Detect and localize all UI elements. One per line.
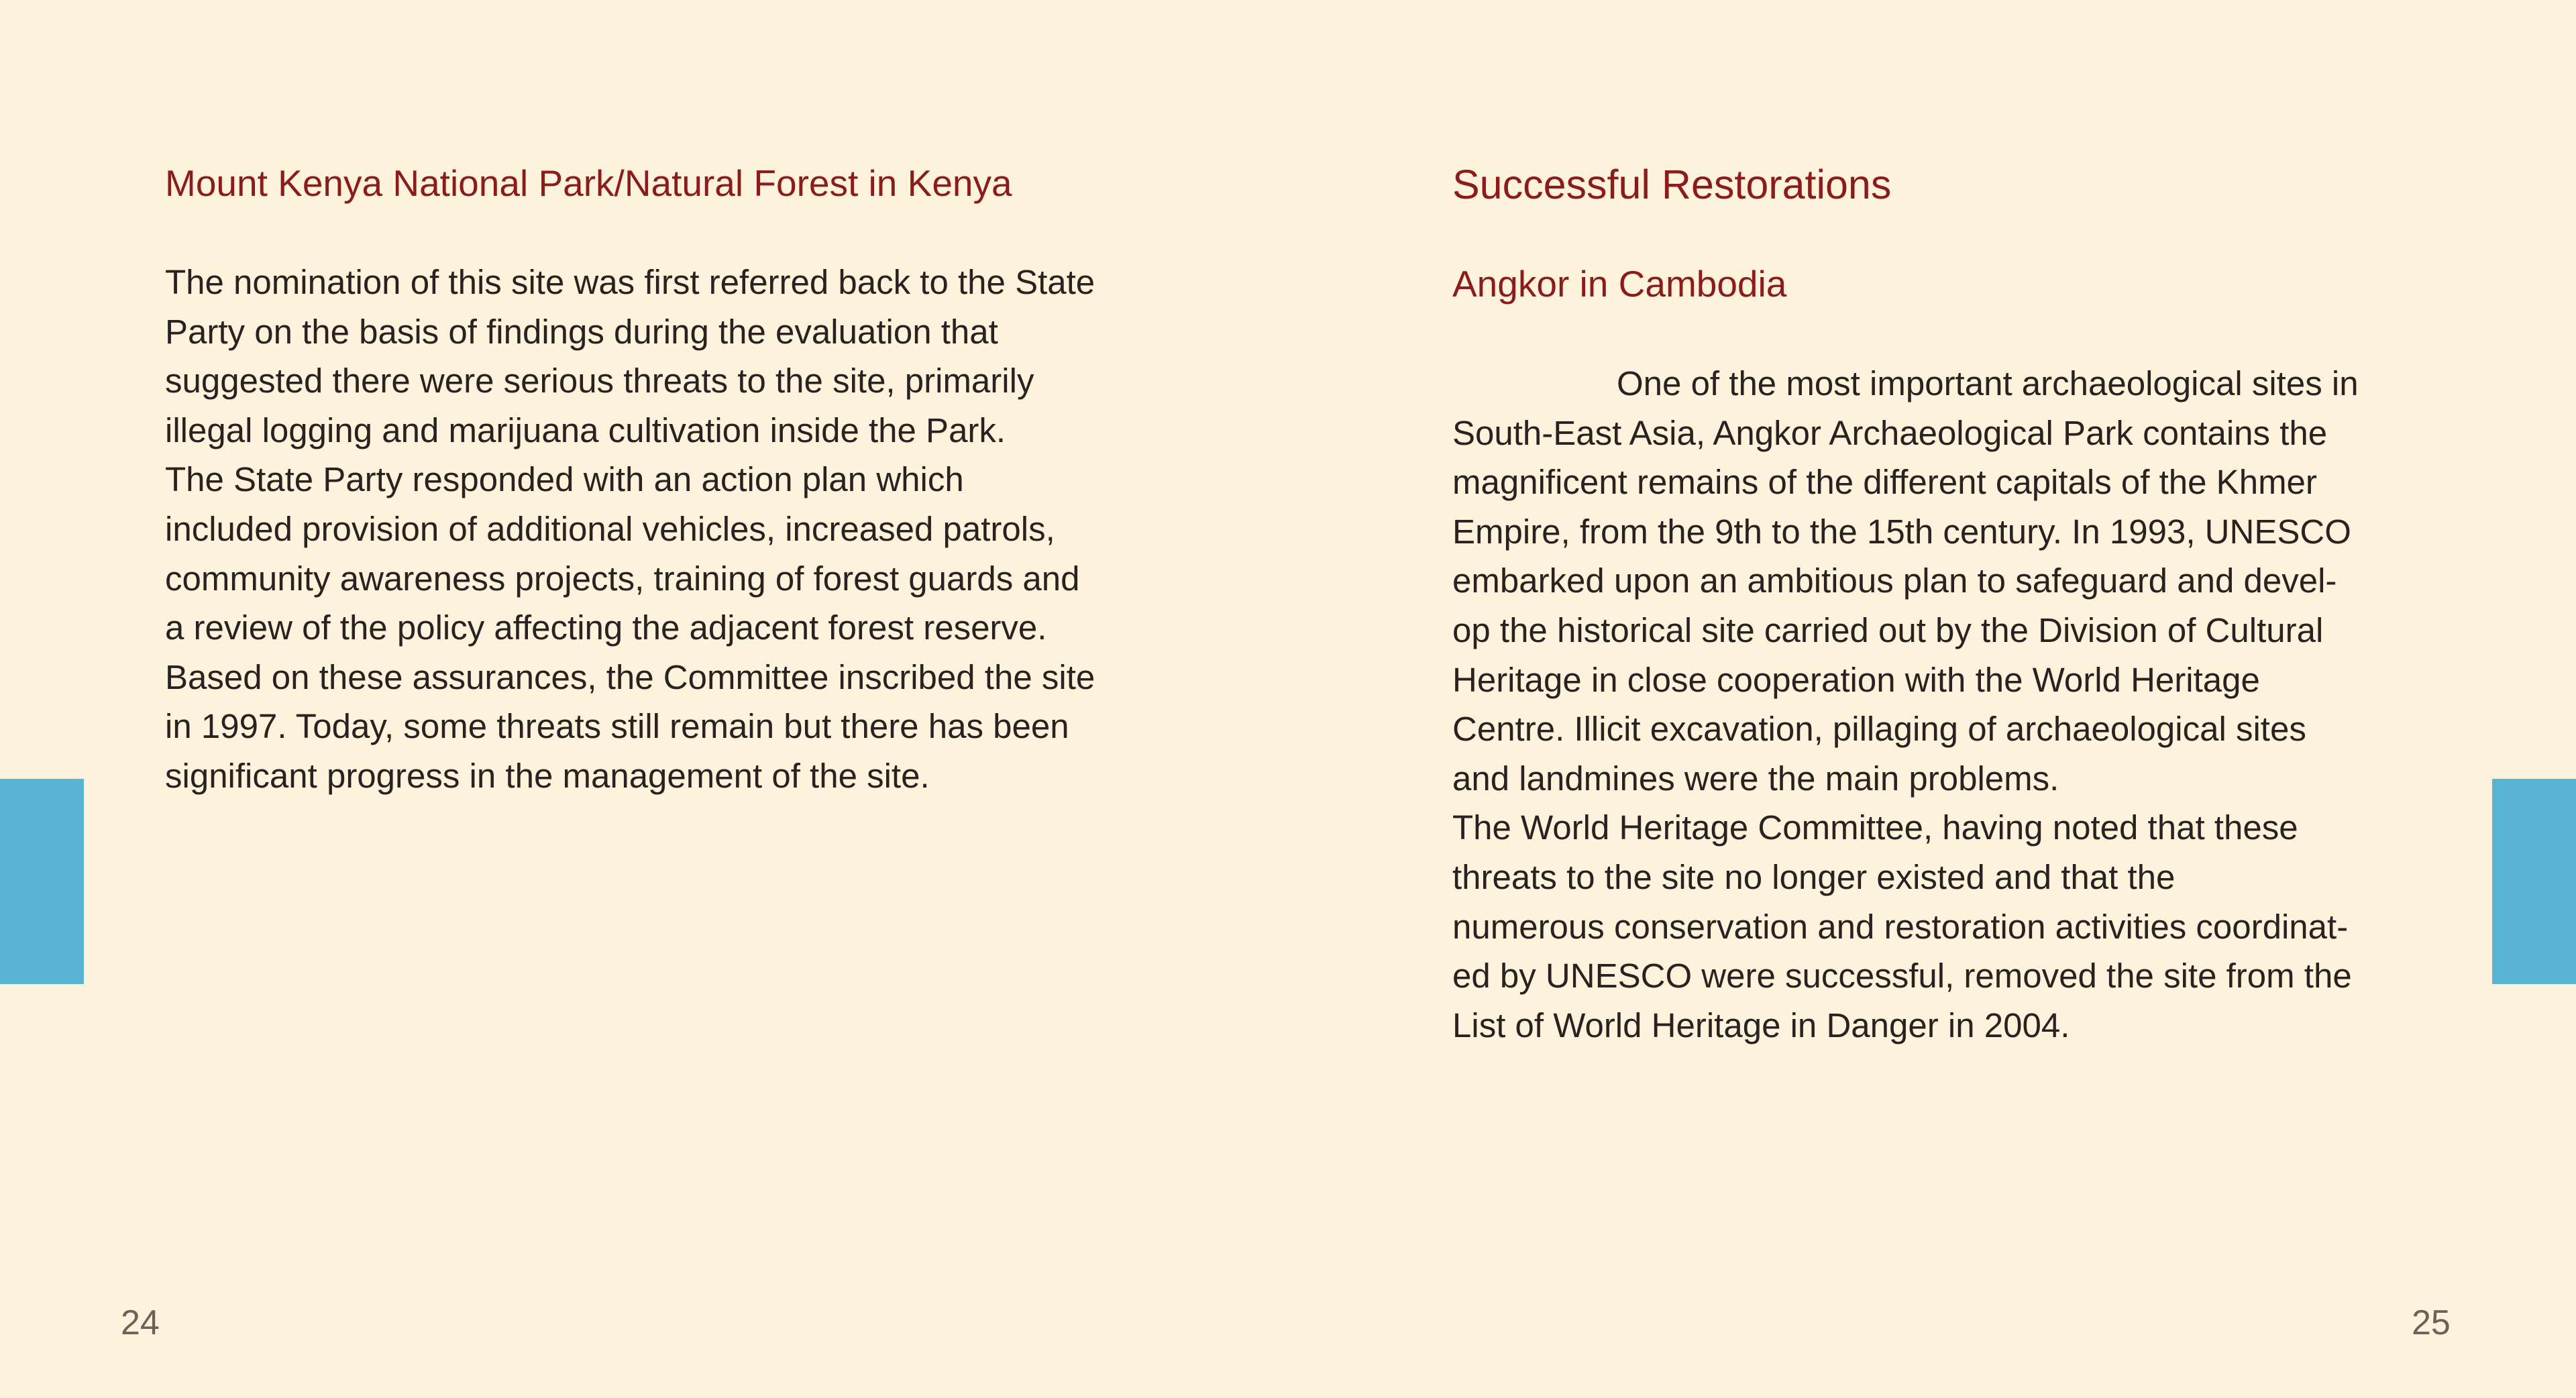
text-line: op the historical site carried out by the Division of Cultural [1452,610,2324,649]
text-line: in 1997. Today, some threats still remain but there has been [165,707,1069,746]
text-line: suggested there were serious threats to the site, primarily [165,362,1034,400]
right-page [1288,0,2576,1398]
text-line: magnificent remains of the different capitals of the Khmer [1452,463,2317,502]
text-line: Centre. Illicit excavation, pillaging of archaeological sites [1452,710,2306,749]
text-line: a review of the policy affecting the adjacent forest reserve. [165,608,1047,647]
text-line: Based on these assurances, the Committee inscribed the site [165,657,1095,696]
text-line: Party on the basis of findings during the evaluation that [165,312,998,351]
left-page-heading: Mount Kenya National Park/Natural Forest in Kenya [165,162,1012,204]
text-line: Empire, from the 9th to the 15th century. In 1993, UNESCO [1452,512,2351,551]
right-page-subheading: Angkor in Cambodia [1452,263,1787,305]
text-line: The nomination of this site was first referred back to the State [165,263,1095,301]
left-page-paragraph [165,258,1095,801]
text-line: The World Heritage Committee, having noted that these [1452,808,2298,847]
text-line: threats to the site no longer existed and that the [1452,857,2176,896]
right-page-section-heading: Successful Restorations [1452,162,1892,207]
text-line: One of the most important archaeological sites in [1617,364,2359,402]
right-page-number: 25 [2412,1303,2451,1342]
text-line: numerous conservation and restoration activities coordinat- [1452,907,2349,946]
right-page-paragraph [1452,359,2359,1050]
right-edge-tab [2492,779,2576,984]
text-line: community awareness projects, training of forest guards and [165,559,1080,598]
text-line: Heritage in close cooperation with the World Heritage [1452,660,2260,699]
text-line: South-East Asia, Angkor Archaeological Park contains the [1452,413,2328,452]
text-line: included provision of additional vehicles, increased patrols, [165,509,1055,548]
text-line: List of World Heritage in Danger in 2004. [1452,1006,2070,1044]
text-line: illegal logging and marijuana cultivation inside the Park. [165,411,1006,449]
text-line: ed by UNESCO were successful, removed the site from the [1452,957,2352,996]
text-line: significant progress in the management of the site. [165,756,930,795]
text-line: The State Party responded with an action plan which [165,460,964,499]
left-page-number: 24 [121,1303,160,1342]
text-line: embarked upon an ambitious plan to safeguard and devel- [1452,561,2337,600]
left-edge-tab [0,779,84,984]
text-line: and landmines were the main problems. [1452,759,2059,798]
